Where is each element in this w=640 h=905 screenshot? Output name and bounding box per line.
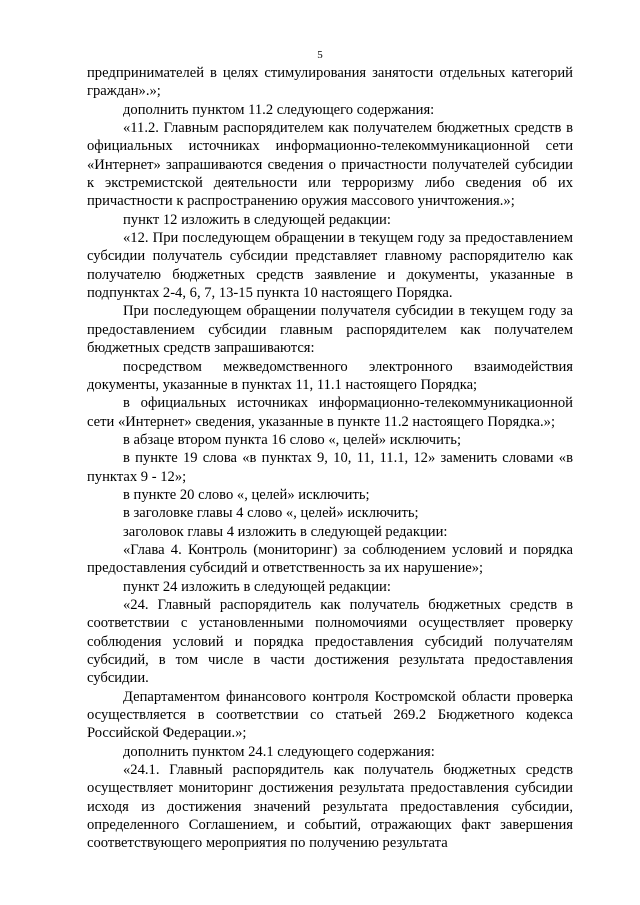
paragraph: заголовок главы 4 изложить в следующей редакции: (123, 523, 448, 540)
paragraph: посредством межведомственного электронного взаимодействия документы, указанные в пунктах 11, 11.1 настоящего Порядка; (87, 358, 573, 393)
paragraph: «12. При последующем обращении в текущем году за предоставлением субсидии получатель субсидии представляет главному распорядителю как получателю бюджетных средств заявление и документы, указанные в подпунктах 2-4, 6, 7, 13-15 пункта 10 настоящего Порядка. (87, 230, 573, 302)
paragraph: в официальных источниках информационно-телекоммуникационной сети «Интернет» сведения, указанные в пункте 11.2 настоящего Порядка.»; (87, 395, 573, 430)
paragraph: предпринимателей в целях стимулирования занятости отдельных категорий граждан».»; (87, 65, 573, 100)
paragraph: в абзаце втором пункта 16 слово «, целей» исключить; (123, 431, 461, 448)
document-body (87, 64, 573, 853)
paragraph: пункт 24 изложить в следующей редакции: (123, 578, 391, 595)
paragraph: «11.2. Главным распорядителем как получателем бюджетных средств в официальных источниках информационно-телекоммуникационной сети «Интернет» запрашиваются сведения о причастности получателей субсидии к экстремистской деятельности или терроризму либо сведения об их причастности к распространению оружия массового уничтожения.»; (87, 120, 573, 210)
paragraph: «Глава 4. Контроль (мониторинг) за соблюдением условий и порядка предоставления субсидий и ответственность за их нарушение»; (87, 541, 573, 577)
paragraph: в пункте 20 слово «, целей» исключить; (123, 486, 370, 503)
paragraph: в заголовке главы 4 слово «, целей» исключить; (123, 505, 419, 522)
page-number: 5 (317, 49, 323, 61)
paragraph: «24. Главный распорядитель как получатель бюджетных средств в соответствии с установленными полномочиями осуществляет проверку соблюдения условий и порядка предоставления субсидий получателям субсидий, в том числе в части достижения результата предоставления субсидии. (87, 596, 573, 687)
paragraph: дополнить пунктом 24.1 следующего содержания: (123, 743, 435, 760)
paragraph: «24.1. Главный распорядитель как получатель бюджетных средств осуществляет мониторинг достижения результата предоставления субсидии исходя из достижения значений результата предоставления субсидии, определенного Соглашением, и событий, отражающих факт завершения соответствующего мероприятия по получению результата (87, 762, 573, 852)
paragraph: дополнить пунктом 11.2 следующего содержания: (123, 101, 435, 118)
paragraph: в пункте 19 слова «в пунктах 9, 10, 11, 11.1, 12» заменить словами «в пунктах 9 - 12»; (87, 450, 573, 485)
paragraph: Департаментом финансового контроля Костромской области проверка осуществляется в соответствии со статьей 269.2 Бюджетного кодекса Российской Федерации.»; (87, 688, 573, 742)
paragraph: пункт 12 изложить в следующей редакции: (123, 211, 391, 228)
paragraph: При последующем обращении получателя субсидии в текущем году за предоставлением субсидии главным распорядителем как получателем бюджетных средств запрашиваются: (87, 303, 573, 357)
